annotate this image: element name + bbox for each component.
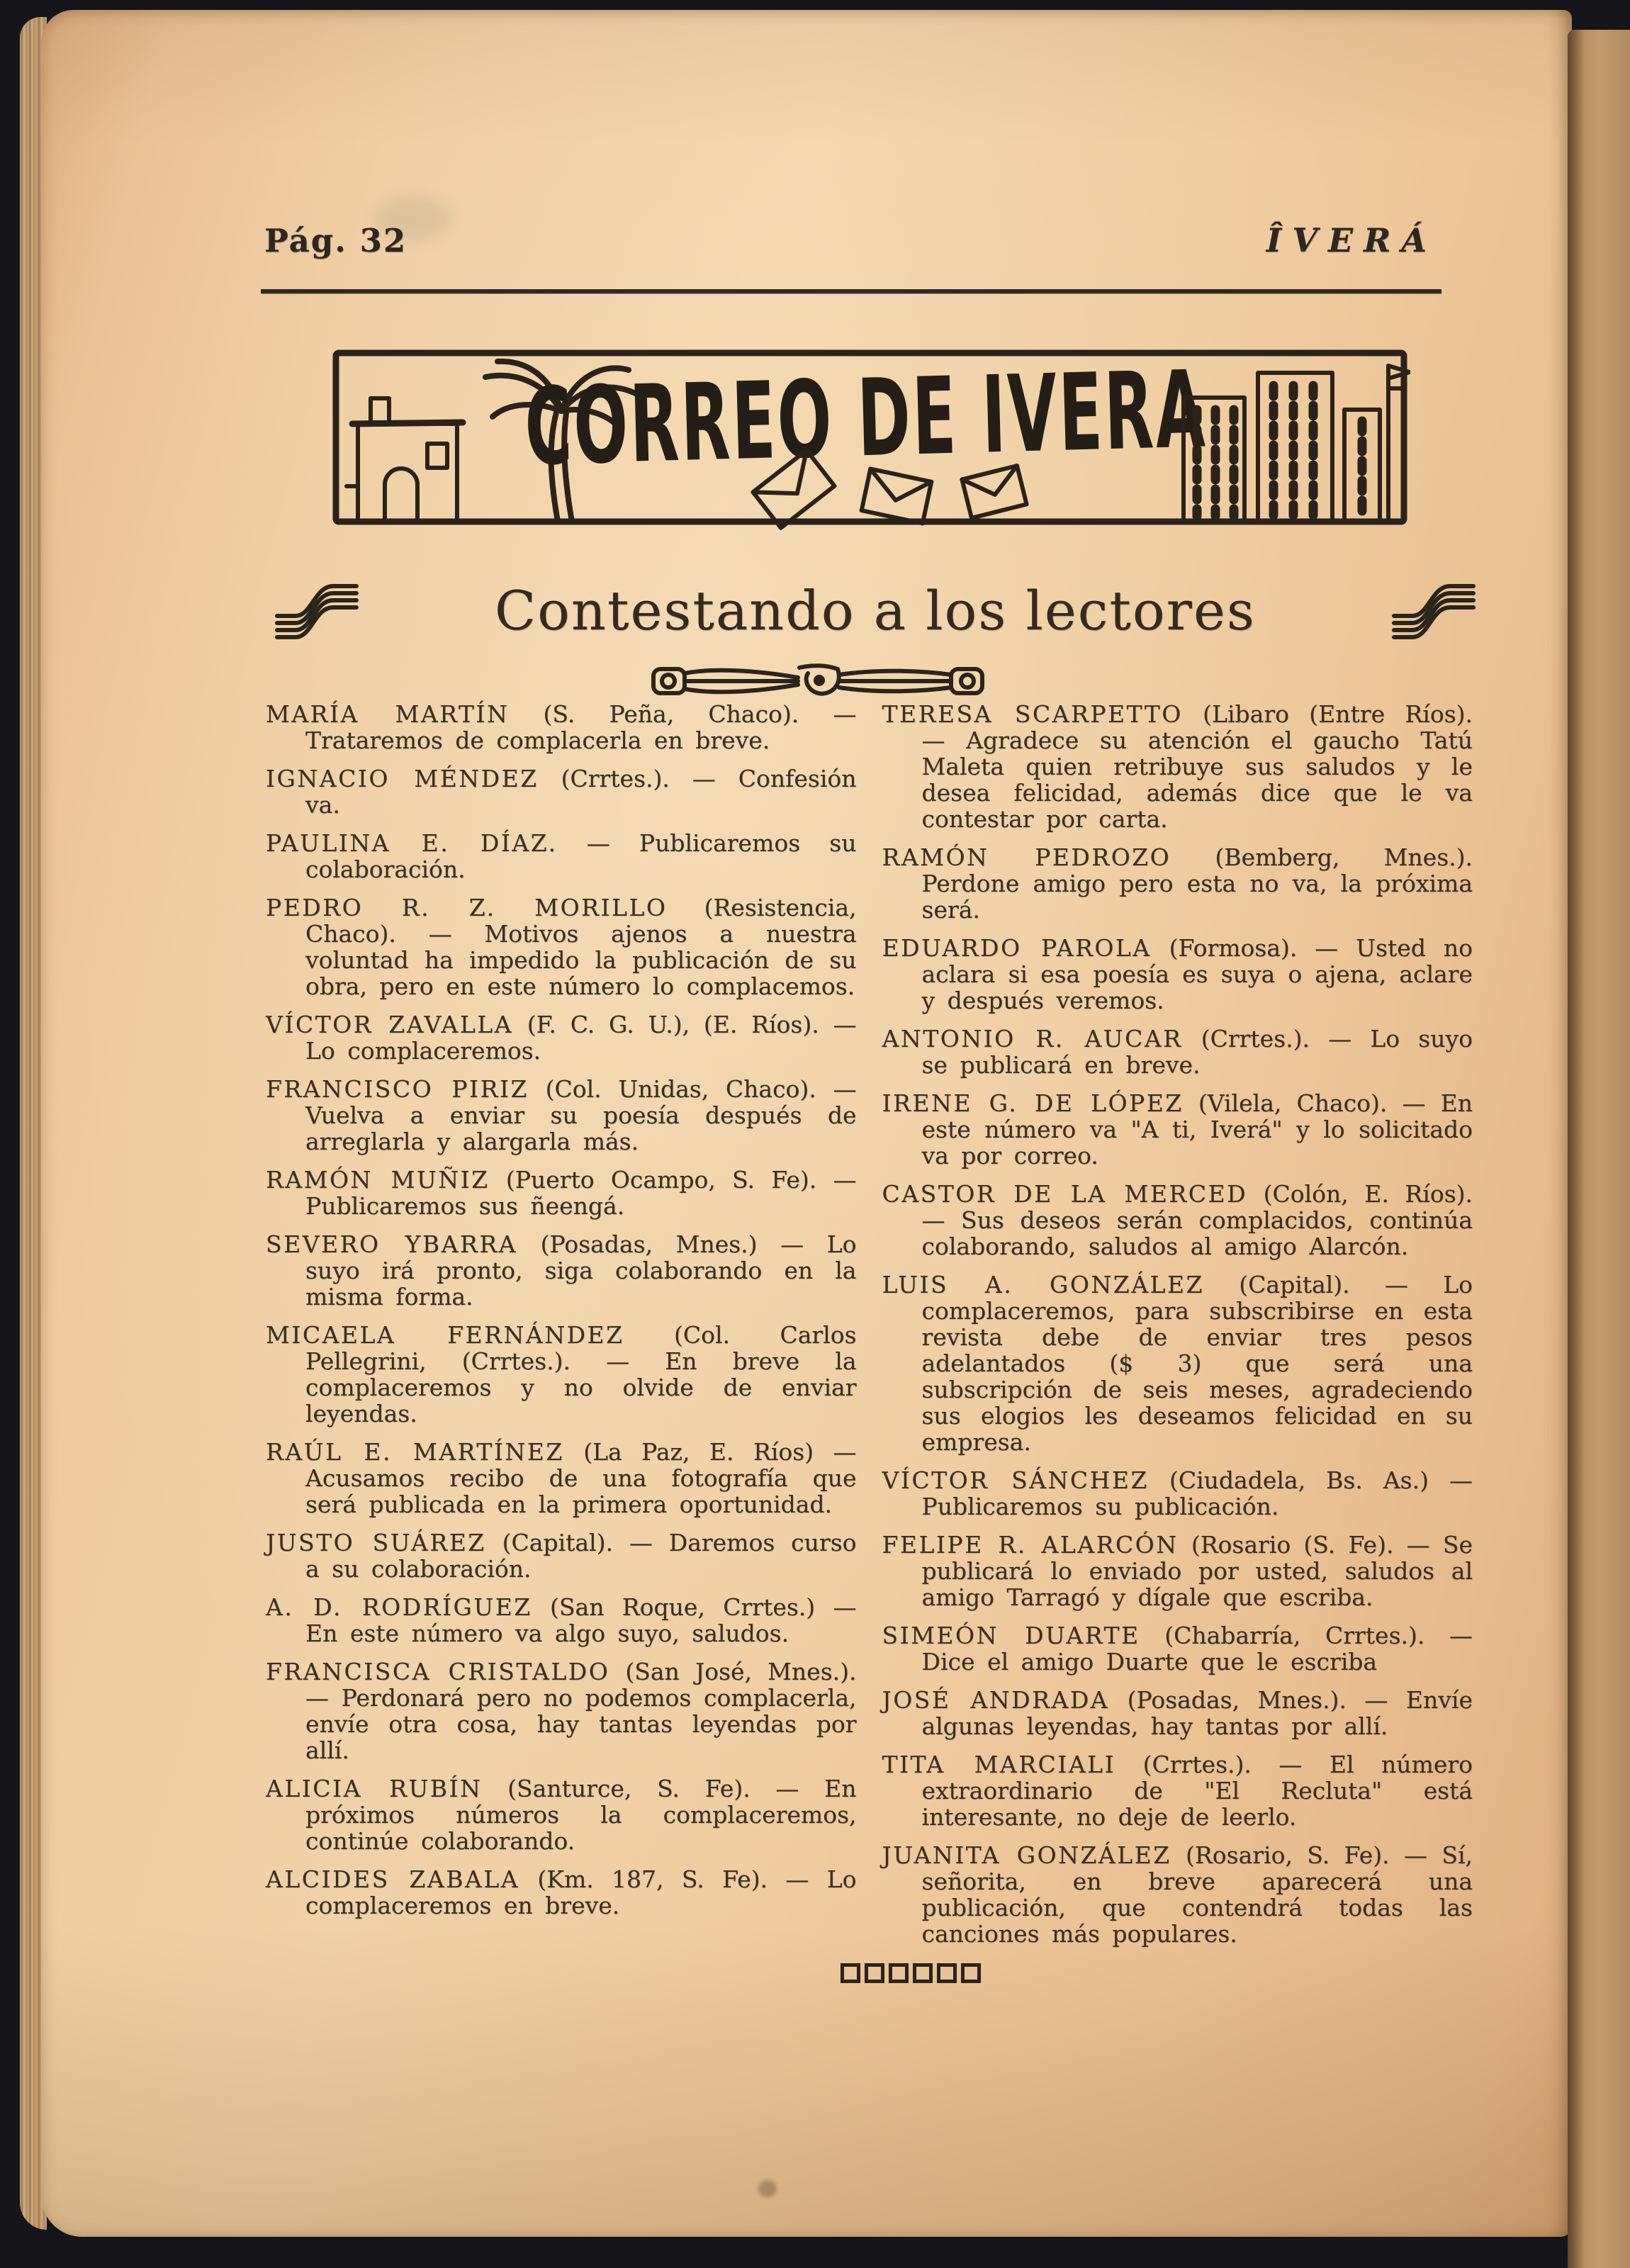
- header-rule: [261, 289, 1441, 293]
- city-buildings-icon: [1184, 366, 1410, 522]
- reader-reply-entry: [266, 894, 857, 999]
- banner-title: [524, 348, 1208, 490]
- reader-name: ALCIDES ZABALA: [266, 1865, 520, 1893]
- square-icon: [865, 1963, 884, 1983]
- reader-name: ANTONIO R. AUCAR: [882, 1025, 1183, 1052]
- end-ornament-squares: [841, 1963, 981, 1983]
- reply-text: (San José, Mnes.). — Perdonará pero no podemos complacerla, envíe otra cosa, hay tantas leyendas por allí.: [305, 1658, 857, 1764]
- reply-text: (Crrtes.). — El número extraordinario de "El Recluta" está interesante, no deje de leerlo.: [921, 1751, 1473, 1831]
- section-title: Contestando a los lectores: [495, 578, 1256, 642]
- reader-name: FRANCISCO PIRIZ: [266, 1075, 529, 1103]
- reply-text: (Santurce, S. Fe). — En próximos números la complaceremos, continúe colaborando.: [305, 1775, 857, 1855]
- reply-text: (Posadas, Mnes.). — Envíe algunas leyendas, hay tantas por allí.: [921, 1686, 1473, 1740]
- page-header: [264, 221, 1437, 259]
- reply-text: (Km. 187, S. Fe). — Lo complaceremos en breve.: [305, 1865, 857, 1919]
- paper-stain: [758, 2180, 777, 2197]
- reader-name: VÍCTOR SÁNCHEZ: [882, 1466, 1149, 1494]
- reader-reply-entry: [266, 830, 857, 882]
- reader-reply-entry: [882, 1687, 1473, 1739]
- reply-text: (Puerto Ocampo, S. Fe). — Publicaremos sus ñeengá.: [305, 1166, 857, 1220]
- reader-name: VÍCTOR ZAVALLA: [266, 1011, 514, 1038]
- reader-name: SIMEÓN DUARTE: [882, 1622, 1140, 1649]
- reader-reply-entry: [882, 1467, 1473, 1520]
- section-title-row: [275, 568, 1476, 652]
- reader-reply-entry: [882, 701, 1473, 832]
- reader-replies-columns: [266, 701, 1473, 1959]
- reader-name: FELIPE R. ALARCÓN: [882, 1531, 1179, 1559]
- reply-text: (La Paz, E. Ríos) — Acusamos recibo de una fotografía que será publicada en la primera oportunidad.: [305, 1438, 857, 1518]
- reply-text: — Publicaremos su colaboración.: [305, 829, 857, 883]
- reply-text: (Bemberg, Mnes.). Perdone amigo pero esta no va, la próxima será.: [921, 843, 1473, 924]
- reader-reply-entry: [882, 1532, 1473, 1610]
- reader-reply-entry: [882, 1026, 1473, 1078]
- square-icon: [889, 1963, 909, 1983]
- reply-text: (Libaro (Entre Ríos). — Agradece su atención el gaucho Tatú Maleta quien retribuye sus saludos y le desea felicidad, además dice que le va contestar por carta.: [921, 700, 1473, 833]
- reader-reply-entry: [266, 1594, 857, 1646]
- reader-reply-entry: [266, 701, 857, 753]
- divider-artwork: [651, 659, 987, 702]
- reader-reply-entry: [266, 1439, 857, 1517]
- reader-name: A. D. RODRÍGUEZ: [266, 1593, 532, 1621]
- reader-reply-entry: [266, 1529, 857, 1582]
- reader-name: RAMÓN MUÑIZ: [266, 1166, 490, 1194]
- reply-text: (Posadas, Mnes.) — Lo suyo irá pronto, siga colaborando en la misma forma.: [305, 1230, 857, 1310]
- reader-name: JOSÉ ANDRADA: [882, 1686, 1110, 1714]
- reply-text: (Chabarría, Crrtes.). — Dice el amigo Duarte que le escriba: [921, 1622, 1473, 1675]
- reader-reply-entry: [882, 1842, 1473, 1947]
- reader-name: MICAELA FERNÁNDEZ: [266, 1321, 624, 1349]
- magazine-title: ÎVERÁ: [1266, 221, 1437, 259]
- reader-reply-entry: [266, 1322, 857, 1427]
- reader-name: CASTOR DE LA MERCED: [882, 1180, 1248, 1208]
- reader-reply-entry: [882, 1271, 1473, 1455]
- reply-text: (Crrtes.). — Lo suyo se publicará en breve.: [921, 1025, 1473, 1079]
- reader-name: TITA MARCIALI: [882, 1751, 1116, 1778]
- reader-reply-entry: [266, 1231, 857, 1310]
- reader-name: RAÚL E. MARTÍNEZ: [266, 1438, 564, 1466]
- reply-text: (Crrtes.). — Confesión va.: [305, 765, 857, 819]
- reader-name: PEDRO R. Z. MORILLO: [266, 894, 668, 921]
- reply-text: (San Roque, Crrtes.) — En este número va algo suyo, saludos.: [305, 1593, 857, 1647]
- next-page-edge: [1568, 30, 1630, 2268]
- wave-ornament-right-icon: [1392, 573, 1476, 647]
- reader-reply-entry: [882, 935, 1473, 1014]
- reader-reply-entry: [266, 1775, 857, 1854]
- reply-text: (Colón, E. Ríos). — Sus deseos serán complacidos, continúa colaborando, saludos al amigo Alarcón.: [921, 1180, 1473, 1260]
- reply-text: (Resistencia, Chaco). — Motivos ajenos a nuestra voluntad ha impedido la publicación de su obra, pero en este número lo complacemos.: [305, 894, 857, 1000]
- reader-name: RAMÓN PEDROZO: [882, 843, 1171, 871]
- reader-reply-entry: [882, 1090, 1473, 1169]
- banner-title-text: CORREO DE IVERA: [523, 348, 1208, 490]
- reply-text: (Col. Unidas, Chaco). — Vuelva a enviar su poesía después de arreglarla y alargarla más.: [305, 1075, 857, 1155]
- reply-text: (Vilela, Chaco). — En este número va "A ti, Iverá" y lo solicitado va por correo.: [921, 1089, 1473, 1169]
- reader-name: PAULINA E. DÍAZ.: [266, 829, 558, 857]
- reply-text: (Rosario, S. Fe). — Sí, señorita, en breve aparecerá una publicación, que contendrá todas las canciones más populares.: [921, 1841, 1473, 1948]
- reader-name: LUIS A. GONZÁLEZ: [882, 1271, 1204, 1298]
- reader-name: MARÍA MARTÍN: [266, 700, 510, 728]
- reader-reply-entry: [882, 1622, 1473, 1675]
- wave-ornament-left-icon: [275, 573, 359, 647]
- square-icon: [961, 1963, 981, 1983]
- house-icon: [347, 398, 463, 522]
- reader-reply-entry: [266, 1076, 857, 1155]
- square-icon: [841, 1963, 860, 1983]
- reply-text: (Capital). — Lo complaceremos, para subscribirse en esta revista debe de enviar tres pesos adelantados ($ 3) que será una subscripción de seis meses, agradeciendo sus elogios les deseamos felicidad en su empresa.: [921, 1271, 1473, 1456]
- reader-name: FRANCISCA CRISTALDO: [266, 1658, 610, 1685]
- reader-reply-entry: [266, 765, 857, 818]
- reader-name: JUSTO SUÁREZ: [266, 1529, 486, 1556]
- correo-banner-illustration: [330, 344, 1410, 530]
- reply-text: (Col. Carlos Pellegrini, (Crrtes.). — En breve la complaceremos y no olvide de enviar leyendas.: [305, 1321, 857, 1427]
- reader-name: EDUARDO PAROLA: [882, 934, 1152, 962]
- reply-text: (Ciudadela, Bs. As.) — Publicaremos su publicación.: [921, 1466, 1473, 1520]
- reader-reply-entry: [266, 1866, 857, 1919]
- square-icon: [913, 1963, 933, 1983]
- section-divider-ornament: [651, 659, 987, 702]
- reply-text: (F. C. G. U.), (E. Ríos). — Lo complaceremos.: [305, 1011, 857, 1065]
- reader-reply-entry: [882, 844, 1473, 923]
- reader-name: IGNACIO MÉNDEZ: [266, 765, 539, 792]
- reply-text: (Capital). — Daremos curso a su colaboración.: [305, 1529, 857, 1583]
- reader-name: IRENE G. DE LÓPEZ: [882, 1089, 1184, 1117]
- column-right: [882, 701, 1473, 1959]
- reader-name: ALICIA RUBÍN: [266, 1775, 483, 1802]
- reply-text: (S. Peña, Chaco). — Trataremos de complacerla en breve.: [305, 700, 857, 754]
- reader-reply-entry: [266, 1011, 857, 1064]
- page-number: Pág. 32: [264, 222, 408, 259]
- banner-artwork: [330, 344, 1410, 530]
- reader-name: SEVERO YBARRA: [266, 1230, 518, 1258]
- reply-text: (Rosario (S. Fe). — Se publicará lo enviado por usted, saludos al amigo Tarragó y dígale que escriba.: [921, 1531, 1473, 1611]
- square-icon: [937, 1963, 957, 1983]
- column-left: [266, 701, 857, 1959]
- magazine-page: [41, 10, 1572, 2237]
- reader-reply-entry: [266, 1167, 857, 1219]
- reader-reply-entry: [882, 1751, 1473, 1830]
- reply-text: (Formosa). — Usted no aclara si esa poesía es suya o ajena, aclare y después veremos.: [921, 934, 1473, 1014]
- reader-reply-entry: [882, 1181, 1473, 1259]
- reader-name: JUANITA GONZÁLEZ: [882, 1841, 1171, 1869]
- reader-reply-entry: [266, 1658, 857, 1763]
- reader-name: TERESA SCARPETTO: [882, 700, 1183, 728]
